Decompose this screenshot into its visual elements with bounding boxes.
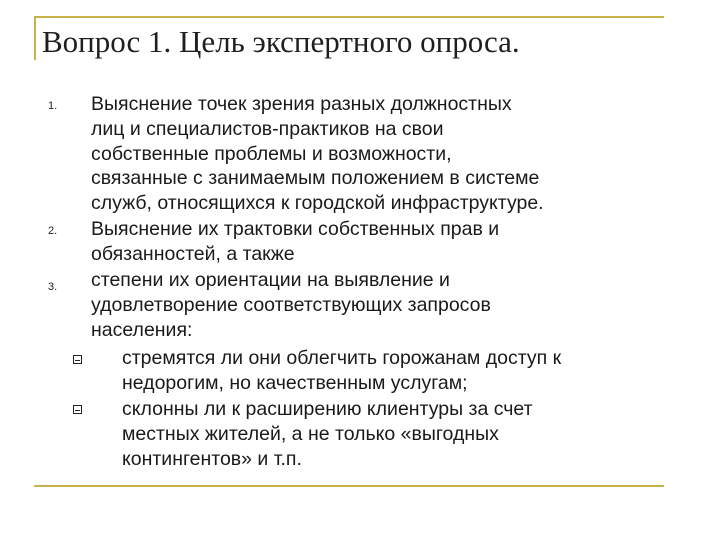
list-item-line: связанные с занимаемым положением в системе xyxy=(91,167,540,190)
list-item-line: служб, относящихся к городской инфраструктуре. xyxy=(91,192,544,215)
list-item-line: лиц и специалистов-практиков на свои xyxy=(91,117,444,140)
sub-list-item xyxy=(122,397,707,471)
sub-list-item-line: недорогим, но качественным услугам; xyxy=(122,371,468,394)
list-item xyxy=(91,217,703,267)
list-item-line: степени их ориентации на выявление и xyxy=(91,269,450,291)
sub-list-item-line: склонны ли к расширению клиентуры за счет xyxy=(122,398,533,420)
list-item-line: собственные проблемы и возможности, xyxy=(91,142,452,165)
list-item-line: населения: xyxy=(91,318,193,341)
sub-list-item xyxy=(122,346,707,396)
sub-list-item-line: стремятся ли они облегчить горожанам доступ к xyxy=(122,347,562,369)
checkbox-bullet-icon xyxy=(73,355,82,364)
sub-list-item-line: местных жителей, а не только «выгодных xyxy=(122,422,499,445)
sub-list-item-line: контингентов» и т.п. xyxy=(122,447,302,470)
list-item-line: Выяснение точек зрения разных должностных xyxy=(91,93,512,115)
slide-title: Вопрос 1. Цель экспертного опроса. xyxy=(42,24,520,59)
list-item xyxy=(91,92,703,216)
item-number: 2. xyxy=(48,225,58,237)
item-number: 3. xyxy=(48,281,58,293)
list-item-line: обязанностей, а также xyxy=(91,242,295,265)
item-number: 1. xyxy=(48,100,58,112)
checkbox-bullet-icon xyxy=(73,405,82,414)
list-item xyxy=(91,268,703,342)
frame-bottom-rule xyxy=(34,485,664,487)
list-item-line: удовлетворение соответствующих запросов xyxy=(91,293,491,316)
list-item-line: Выяснение их трактовки собственных прав и xyxy=(91,218,500,240)
